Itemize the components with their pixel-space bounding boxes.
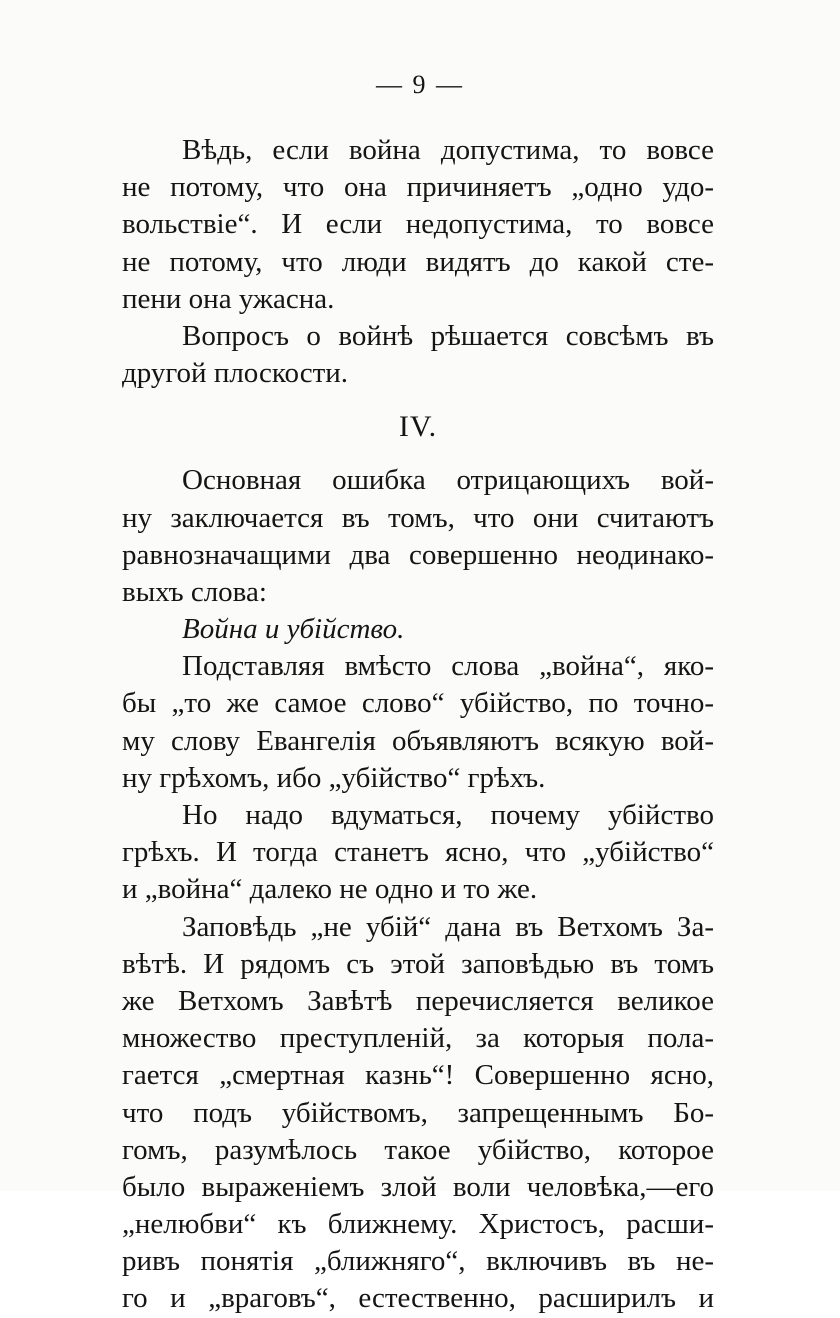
text-line: грѣхъ. И тогда станетъ ясно, что „убійство“ [122, 836, 714, 869]
text-line: Заповѣдь „не убій“ дана въ Ветхомъ За- [182, 910, 714, 943]
page-body [122, 132, 714, 1318]
text-line: не потому, что люди видятъ до какой сте- [122, 245, 714, 278]
text-line: ну грѣхомъ, ибо „убійство“ грѣхъ. [122, 761, 546, 794]
text-line-italic: Война и убійство. [182, 613, 405, 646]
text-line: пени она ужасна. [122, 282, 335, 315]
text-line: Но надо вдуматься, почему убійство [182, 799, 714, 831]
text-line: и „война“ далеко не одно и то же. [122, 873, 538, 906]
text-line: выхъ слова: [122, 575, 267, 608]
text-line: другой плоскости. [122, 357, 349, 390]
text-line: равнозначащими два совершенно неодинако- [122, 538, 714, 571]
text-line: не потому, что она причиняетъ „одно удо- [122, 171, 714, 204]
text-line: гается „смертная казнь“! Совершенно ясно, [122, 1059, 714, 1092]
text-line: вѣтѣ. И рядомъ съ этой заповѣдью въ томъ [122, 947, 714, 980]
text-line: „нелюбви“ къ ближнему. Христосъ, расши- [122, 1208, 714, 1241]
text-line: гомъ, разумѣлось такое убійство, которое [122, 1133, 714, 1166]
text-line: вольствіе“. И если недопустима, то вовсе [122, 208, 714, 241]
text-line: что подъ убійствомъ, запрещеннымъ Бо- [122, 1096, 714, 1129]
page-number: — 9 — [376, 70, 464, 99]
text-line: Вѣдь, если война допустима, то вовсе [182, 134, 714, 166]
text-line: ривъ понятія „ближняго“, включивъ въ не- [122, 1245, 714, 1278]
text-line: Вопросъ о войнѣ рѣшается совсѣмъ въ [182, 319, 714, 352]
text-line: го и „враговъ“, естественно, расширилъ и [122, 1282, 714, 1315]
section-heading: IV. [398, 410, 438, 444]
text-line: бы „то же самое слово“ убійство, по точно- [122, 687, 714, 720]
text-line: же Ветхомъ Завѣтѣ перечисляется великое [122, 984, 714, 1017]
text-line: ну заключается въ томъ, что они считаютъ [122, 501, 714, 534]
text-line: му слову Евангелія объявляютъ всякую вой- [122, 724, 714, 757]
text-line: Основная ошибка отрицающихъ вой- [182, 464, 714, 497]
text-line: было выраженіемъ злой воли человѣка,—его [122, 1170, 714, 1203]
text-line: множество преступленій, за которыя пола- [122, 1022, 714, 1055]
text-line: Подставляя вмѣсто слова „война“, яко- [182, 650, 714, 683]
